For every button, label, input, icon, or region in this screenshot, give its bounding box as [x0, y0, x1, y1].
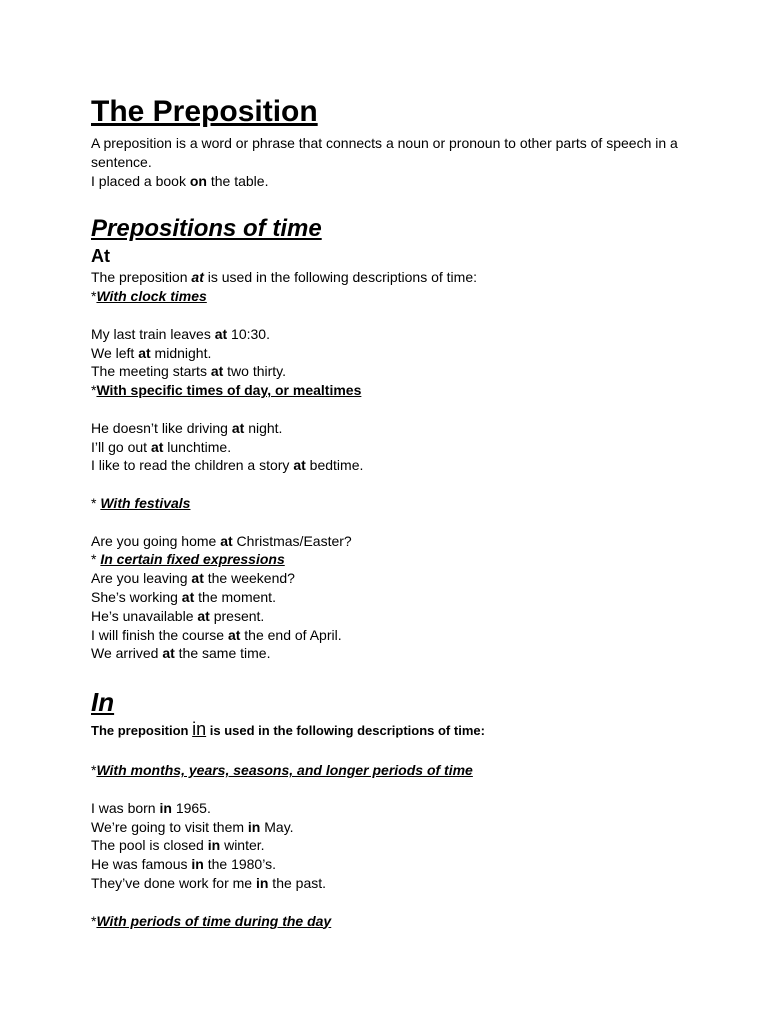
- category-times-of-day: *With specific times of day, or mealtimes: [91, 382, 362, 399]
- example-text: I like to read the children a story: [91, 457, 294, 474]
- example-preposition: at: [197, 607, 210, 624]
- example-text: The meeting starts: [91, 363, 211, 380]
- months-examples: [91, 799, 691, 893]
- category-months-years: *With months, years, seasons, and longer periods of time: [91, 762, 473, 779]
- example-text: She’s working: [91, 588, 182, 605]
- example-sentence: [91, 626, 691, 645]
- example-text: Are you leaving: [91, 570, 192, 587]
- at-intro: The preposition at is used in the following descriptions of time:: [91, 269, 477, 286]
- example-sentence: [91, 836, 691, 855]
- section-heading-time: Prepositions of time: [91, 215, 322, 243]
- example-text: lunchtime.: [163, 438, 232, 455]
- category-fixed-expressions: * In certain fixed expressions: [91, 551, 285, 568]
- example-preposition: at: [162, 645, 175, 662]
- example-text: I’ll go out: [91, 438, 151, 455]
- example-preposition: at: [227, 626, 241, 643]
- example-sentence: [91, 588, 691, 607]
- example-text: Are you going home: [91, 532, 221, 549]
- example-text: bedtime.: [305, 457, 364, 474]
- example-text: We left: [91, 344, 139, 361]
- example-text: He was famous: [91, 856, 192, 873]
- example-text: We’re going to visit them: [91, 818, 248, 835]
- example-preposition: in: [159, 799, 172, 816]
- example-preposition: at: [181, 588, 195, 605]
- example-preposition: at: [231, 419, 245, 436]
- example-sentence: [91, 438, 691, 457]
- category-clock-times: *With clock times: [91, 288, 207, 305]
- example-text: the end of April.: [240, 626, 342, 643]
- example-preposition: at: [191, 570, 204, 587]
- example-text: They’ve done work for me: [91, 874, 256, 891]
- example-text: I will finish the course: [91, 626, 228, 643]
- example-text: the 1980’s.: [203, 856, 276, 873]
- example-sentence: [91, 874, 691, 893]
- festival-examples: [91, 532, 691, 551]
- example-text: midnight.: [150, 344, 212, 361]
- example-sentence: [91, 607, 691, 626]
- example-preposition: at: [150, 438, 164, 455]
- category-periods-of-day: *With periods of time during the day: [91, 912, 332, 929]
- example-preposition: at: [210, 363, 224, 380]
- subheading-in: In: [91, 687, 115, 718]
- example-text: present.: [209, 607, 265, 624]
- example-text: May.: [260, 818, 294, 835]
- example-text: My last train leaves: [91, 325, 215, 342]
- example-text: night.: [244, 419, 283, 436]
- example-sentence: [91, 644, 691, 663]
- page-title: The Preposition: [91, 95, 318, 128]
- example-sentence: [91, 799, 691, 818]
- example-text: I was born: [91, 799, 160, 816]
- example-sentence: [91, 344, 691, 363]
- example-text: 1965.: [171, 799, 211, 816]
- example-sentence: [91, 532, 691, 551]
- example-preposition: at: [138, 344, 151, 361]
- example-preposition: in: [207, 837, 221, 854]
- day-examples: [91, 419, 691, 475]
- example-text: He doesn’t like driving: [91, 419, 232, 436]
- in-intro: The preposition in is used in the following descriptions of time:: [91, 719, 485, 740]
- example-text: Christmas/Easter?: [232, 532, 352, 549]
- category-festivals: * With festivals: [91, 494, 191, 511]
- example-text: two thirty.: [223, 363, 287, 380]
- example-sentence: [91, 456, 691, 475]
- example-text: We arrived: [91, 645, 163, 662]
- example-text: the same time.: [174, 645, 271, 662]
- example-preposition: in: [191, 856, 204, 873]
- example-sentence: [91, 818, 691, 837]
- example-text: the moment.: [194, 588, 276, 605]
- example-sentence: [91, 325, 691, 344]
- fixed-examples: [91, 569, 691, 663]
- example-sentence: [91, 362, 691, 381]
- example-sentence: [91, 855, 691, 874]
- document-content: [91, 92, 691, 930]
- example-text: winter.: [220, 837, 265, 854]
- example-sentence: [91, 569, 691, 588]
- example-preposition: at: [220, 532, 233, 549]
- example-text: The pool is closed: [91, 837, 208, 854]
- intro-example: I placed a book on the table.: [91, 172, 269, 189]
- example-sentence: [91, 419, 691, 438]
- example-text: the past.: [268, 874, 327, 891]
- intro-definition: A preposition is a word or phrase that connects a noun or pronoun to other parts of speech in a sentence.: [91, 135, 678, 170]
- example-text: the weekend?: [203, 570, 295, 587]
- example-preposition: at: [293, 457, 306, 474]
- example-preposition: at: [214, 325, 228, 342]
- clock-examples: [91, 325, 691, 381]
- example-preposition: in: [247, 818, 261, 835]
- example-text: 10:30.: [227, 325, 270, 342]
- example-text: He’s unavailable: [91, 607, 198, 624]
- example-preposition: in: [255, 874, 269, 891]
- subheading-at: At: [91, 246, 110, 267]
